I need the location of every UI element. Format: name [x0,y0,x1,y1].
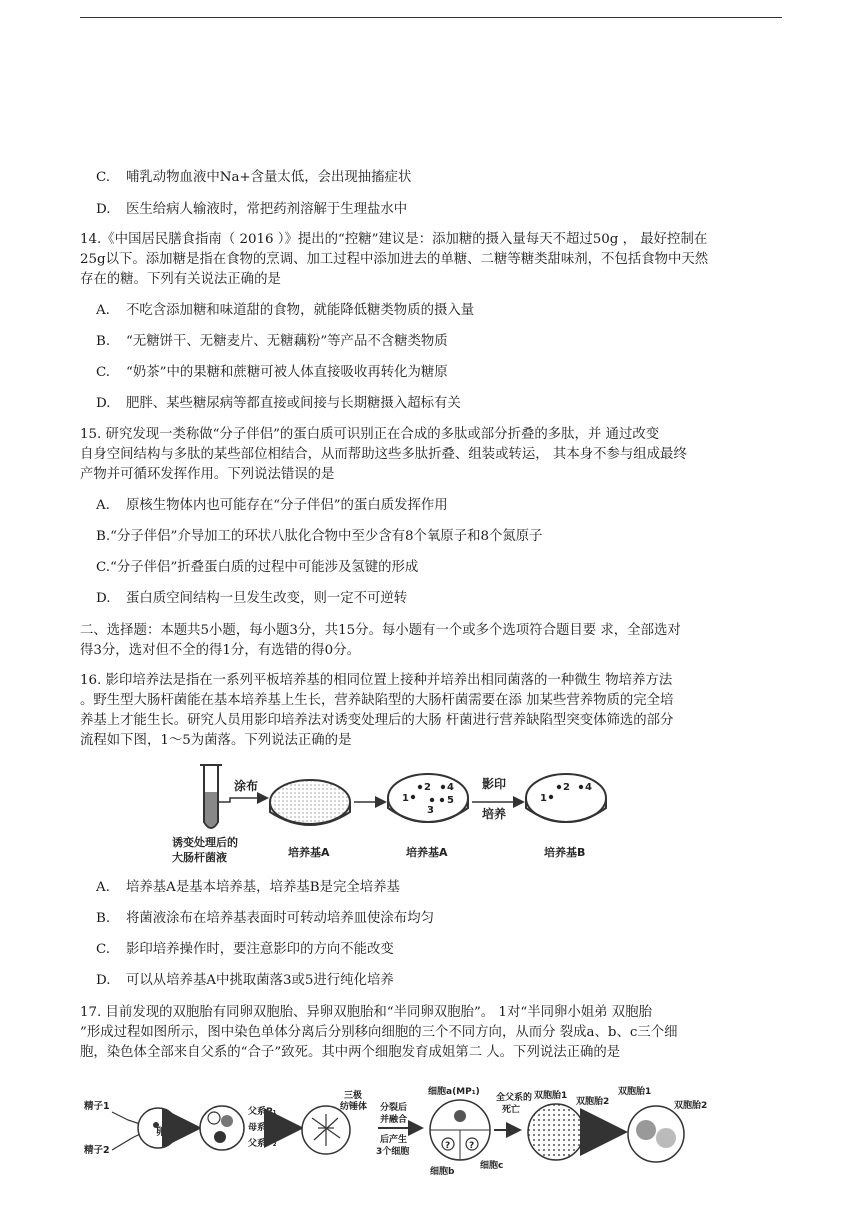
plate-label: 培养基A [288,846,330,859]
replica-plating-figure [170,760,620,875]
pronucleus-icon [214,1131,226,1143]
colony-label: 2 [424,782,431,793]
option-letter: C. [96,942,111,957]
parent-label: 父系P₁ [248,1107,277,1117]
egg-label: 卵子 [156,1127,176,1138]
colony-label: 5 [447,795,454,806]
option-letter: D. [96,202,111,217]
tube-label-line: 大肠杆菌液 [172,851,227,864]
replica-label: 影印 [482,777,507,791]
petri-dish-icon [270,780,350,825]
q16-stem-line: 养基上才能生长。研究人员用影印培养法对诱变处理后的大肠 杆菌进行营养缺陷型突变体筛选的部分 [80,713,674,728]
option-letter: A. [96,303,110,318]
q13-option-c [96,168,411,188]
q14-option-a [96,301,474,321]
colony-label: 2 [563,782,570,793]
fetus-icon [636,1120,656,1140]
sperm-icon [112,1112,140,1124]
option-text: “分子伴侣”介导加工的环状八肽化合物中至少含有8个氧原子和8个氮原子 [110,529,543,544]
q16-option-c [96,940,394,960]
unknown-mark: ? [469,1141,475,1151]
sperm-icon [112,1134,140,1150]
option-text: “无糖饼干、无糖麦片、无糖藕粉”等产品不含糖类物质 [126,334,448,349]
option-letter: C. [96,560,111,575]
cell-b-label: 细胞b [430,1167,455,1177]
cell-c-label: 细胞c [480,1161,504,1171]
option-letter: C. [96,365,111,380]
split-label: 并融合 [380,1115,408,1125]
split-label: 分裂后 [380,1103,408,1113]
plate-label: 培养基B [544,846,586,859]
option-text: 将菌液涂布在培养基表面时可转动培养皿使涂布均匀 [126,911,434,926]
option-letter: B. [96,334,111,349]
option-text: 原核生物体内也可能存在“分子伴侣”的蛋白质发挥作用 [126,498,448,513]
sperm-label: 精子1 [84,1101,110,1112]
cell-a-label: 细胞a(MP₁) [428,1087,480,1097]
q16-stem-line: 流程如下图，1～5为菌落。下列说法正确的是 [80,733,352,748]
q15-option-a [96,496,448,516]
pronucleus-icon [208,1112,220,1124]
colony-label: 3 [427,805,434,816]
twin-formation-figure [82,1078,722,1178]
twin-label: 双胞胎2 [674,1101,708,1111]
cell-nucleus-icon [454,1110,466,1122]
section-heading-line: 二、选择题：本题共5小题，每小题3分，共15分。每小题有一个或多个选项符合题目要 求，全部选对 [80,623,681,638]
option-letter: B. [96,911,111,926]
tube-label-line: 诱变处理后的 [172,836,238,849]
option-text: 培养基A是基本培养基，培养基B是完全培养基 [126,880,400,895]
sperm-label: 精子2 [84,1145,110,1156]
unknown-mark: ? [445,1141,451,1151]
twin-label: 双胞胎2 [576,1097,610,1107]
option-text: 医生给病人输液时，常把药剂溶解于生理盐水中 [126,202,408,217]
embryo-cluster-icon [528,1104,584,1160]
option-letter: D. [96,396,111,411]
option-text: “分子伴侣”折叠蛋白质的过程中可能涉及氢键的形成 [110,560,419,575]
option-letter: D. [96,591,111,606]
header-rule [80,17,782,18]
q14-stem-line: 14.《中国居民膳食指南（ 2016 ）》提出的“控糖”建议是：添加糖的摄入量每天不超过50g ， 最好控制在 [80,232,708,247]
option-text: 哺乳动物血液中Na+含量太低，会出现抽搐症状 [126,170,412,185]
zygote-icon [200,1106,244,1150]
colony-label: 1 [402,793,409,804]
q17-stem-line: 胞，染色体全部来自父系的“合子”致死。其中两个细胞发育成姐第二 人。下列说法正确的是 [80,1045,621,1060]
q16-option-d [96,971,394,991]
option-text: 影印培养操作时，要注意影印的方向不能改变 [126,942,394,957]
q17-stem-line: ”形成过程如图所示，图中染色单体分离后分别移向细胞的三个不同方向，从而分 裂成a、b、c三个细 [80,1025,678,1040]
q14-option-d [96,394,461,414]
option-text: 不吃含添加糖和味道甜的食物，就能降低糖类物质的摄入量 [126,303,475,318]
q16-stem-line: 。野生型大肠杆菌能在基本培养基上生长，营养缺陷型的大肠杆菌需要在添 加某些营养物质的完全培 [80,693,674,708]
twin-label: 双胞胎1 [534,1091,568,1101]
q14-option-b [96,332,448,352]
q15-stem-line: 自身空间结构与多肽的某些部位相结合，从而帮助这些多肽折叠、组装或转运， 其本身不参与组成最终 [80,447,687,462]
q15-option-b [96,527,543,547]
spindle-label: 三极 [344,1091,363,1101]
womb-icon [628,1106,684,1162]
plate-label: 培养基A [406,846,448,859]
q14-option-c [96,363,448,383]
q14-stem-line: 存在的糖。下列有关说法正确的是 [80,272,281,287]
spread-label: 涂布 [234,779,259,793]
death-label: 死亡 [502,1105,521,1115]
parent-label: 父系P₂ [248,1139,277,1149]
spindle-label: 纺锤体 [340,1102,368,1112]
option-letter: B. [96,529,111,544]
pronucleus-icon [221,1115,233,1127]
q17-stem-line: 17. 目前发现的双胞胎有同卵双胞胎、异卵双胞胎和“半同卵双胞胎”。 1对“半同卵小姐弟 双胞胎 [80,1005,652,1020]
q13-option-d [96,200,407,220]
option-text: 可以从培养基A中挑取菌落3或5进行纯化培养 [126,973,394,988]
colony-label: 4 [585,782,592,793]
q16-option-a [96,878,400,898]
fetus-icon [656,1128,676,1148]
q15-option-c [96,558,418,578]
option-letter: D. [96,973,111,988]
colony-label: 1 [540,793,547,804]
q16-option-b [96,909,434,929]
colony-label: 4 [447,782,454,793]
death-label: 全父系的 [496,1093,533,1103]
replica-label: 培养 [482,807,507,821]
option-text: 蛋白质空间结构一旦发生改变，则一定不可逆转 [126,591,408,606]
after-label: 3个细胞 [376,1147,410,1157]
section-heading-line: 得3分，选对但不全的得1分，有选错的得0分。 [80,643,360,658]
option-text: “奶茶”中的果糖和蔗糖可被人体直接吸收再转化为糖原 [126,365,448,380]
q15-option-d [96,589,407,609]
parent-label: 母系M [248,1123,275,1133]
q15-stem-line: 15. 研究发现一类称做“分子伴侣”的蛋白质可识别正在合成的多肽或部分折叠的多肽，并 通过改变 [80,427,660,442]
option-letter: A. [96,880,110,895]
twin-label: 双胞胎1 [618,1087,652,1097]
q16-stem-line: 16. 影印培养法是指在一系列平板培养基的相同位置上接种并培养出相同菌落的一种微生 物培养方法 [80,673,673,688]
arrow-icon [218,798,266,802]
option-text: 肥胖、某些糖尿病等都直接或间接与长期糖摄入超标有关 [126,396,461,411]
q14-stem-line: 25g以下。添加糖是指在食物的烹调、加工过程中添加进去的单糖、二糖等糖类甜味剂，不包括食物中天然 [80,252,709,267]
option-letter: C. [96,170,111,185]
q15-stem-line: 产物并可循环发挥作用。下列说法错误的是 [80,467,335,482]
option-letter: A. [96,498,110,513]
after-label: 后产生 [380,1135,408,1145]
test-tube-icon [200,765,222,828]
